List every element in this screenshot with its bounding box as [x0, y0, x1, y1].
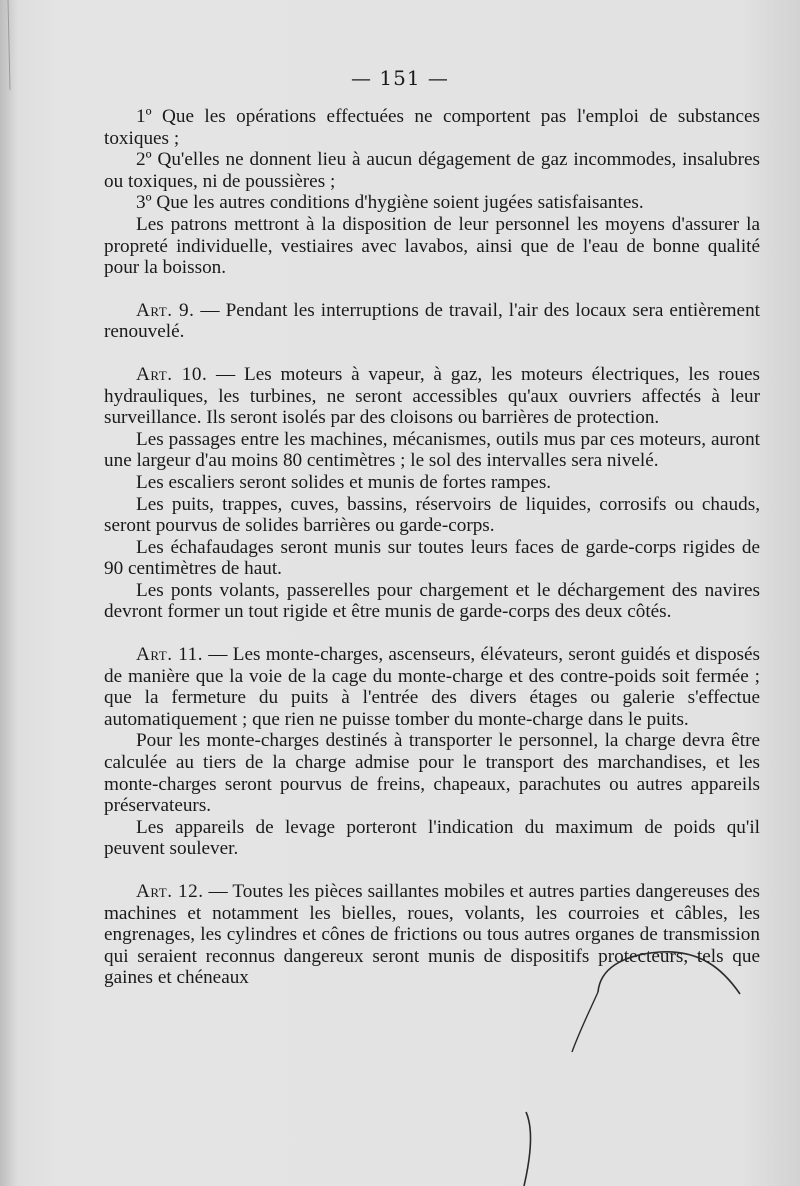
paragraph [104, 429, 760, 472]
paragraph-text: — Toutes les pièces saillantes mobiles et autres parties dangereuses des machines et notamment les bielles, roues, volants, les courroies et câbles, les engrenages, les cylindres et cônes de frictions ou tous autres organes de transmission qui seraient reconnus dangereux seront munis de dispositifs protecteurs, tels que gaines et chéneaux [104, 881, 760, 989]
paragraph-text: Les passages entre les machines, mécanismes, outils mus par ces moteurs, auront une largeur d'au moins 80 centimètres ; le sol des intervalles sera nivelé. [104, 428, 760, 472]
paragraph [104, 149, 760, 192]
article-label: Art. 11. [136, 644, 204, 666]
paragraph-text: Les ponts volants, passerelles pour chargement et le déchargement des navires devront former un tout rigide et être munis de garde-corps des deux côtés. [104, 579, 760, 623]
article-label: Art. 9. [136, 299, 195, 321]
paragraph [104, 817, 760, 860]
paragraph-text: Pour les monte-charges destinés à transporter le personnel, la charge devra être calculée au tiers de la charge admise pour le transport des marchandises, et les monte-charges seront pourvus de freins, chapeaux, parachutes ou autres appareils préservateurs. [104, 730, 760, 817]
paragraph [104, 730, 760, 816]
paragraph-text: — Pendant les interruptions de travail, l'air des locaux sera entièrement renouvelé. [104, 299, 760, 343]
paragraph [104, 537, 760, 580]
paragraph-text: Les appareils de levage porteront l'indication du maximum de poids qu'il peuvent soulever. [104, 816, 760, 860]
paragraph [104, 472, 760, 494]
article-9 [104, 300, 760, 343]
paragraph-text: — Les moteurs à vapeur, à gaz, les moteurs électriques, les roues hydrauliques, les turbines, ne seront accessibles qu'aux ouvriers affectés à leur surveillance. Ils seront isolés par des cloisons ou barrières de protection. [104, 363, 760, 429]
paragraph-text: Les échafaudages seront munis sur toutes leurs faces de garde-corps rigides de 90 centimètres de haut. [104, 536, 760, 580]
paragraph [104, 214, 760, 279]
paragraph [104, 106, 760, 149]
paragraph-text: Les escaliers seront solides et munis de fortes rampes. [136, 471, 552, 493]
article-10 [104, 364, 760, 429]
article-label: Art. 10. [136, 363, 208, 385]
paragraph [104, 494, 760, 537]
paragraph-text: Les puits, trappes, cuves, bassins, réservoirs de liquides, corrosifs ou chauds, seront pourvus de solides barrières ou garde-corps. [104, 493, 760, 537]
paragraph-text: Les patrons mettront à la disposition de leur personnel les moyens d'assurer la propreté individuelle, vestiaires avec lavabos, ainsi que de l'eau de bonne qualité pour la boisson. [104, 213, 760, 279]
paragraph-text: 1º Que les opérations effectuées ne comportent pas l'emploi de substances toxiques ; [104, 106, 760, 149]
article-11 [104, 644, 760, 730]
paragraph [104, 192, 760, 214]
article-label: Art. 12. [136, 881, 204, 902]
paragraph [104, 580, 760, 623]
body-text [104, 106, 760, 989]
paragraph-text: — Les monte-charges, ascenseurs, élévateurs, seront guidés et disposés de manière que la voie de la cage du monte-charge et des contre-poids soit fermée ; que la fermeture du puits à l'entrée des divers étages ou galerie s'effectue automatiquement ; que rien ne puisse tomber du monte-charge dans le puits. [104, 644, 760, 730]
article-12 [104, 881, 760, 989]
paragraph-text: 2º Qu'elles ne donnent lieu à aucun dégagement de gaz incommodes, insalubres ou toxiques, ni de poussières ; [104, 149, 760, 192]
paragraph-text: 3º Que les autres conditions d'hygiène soient jugées satisfaisantes. [136, 192, 644, 214]
page-number: — 151 — [351, 66, 449, 90]
